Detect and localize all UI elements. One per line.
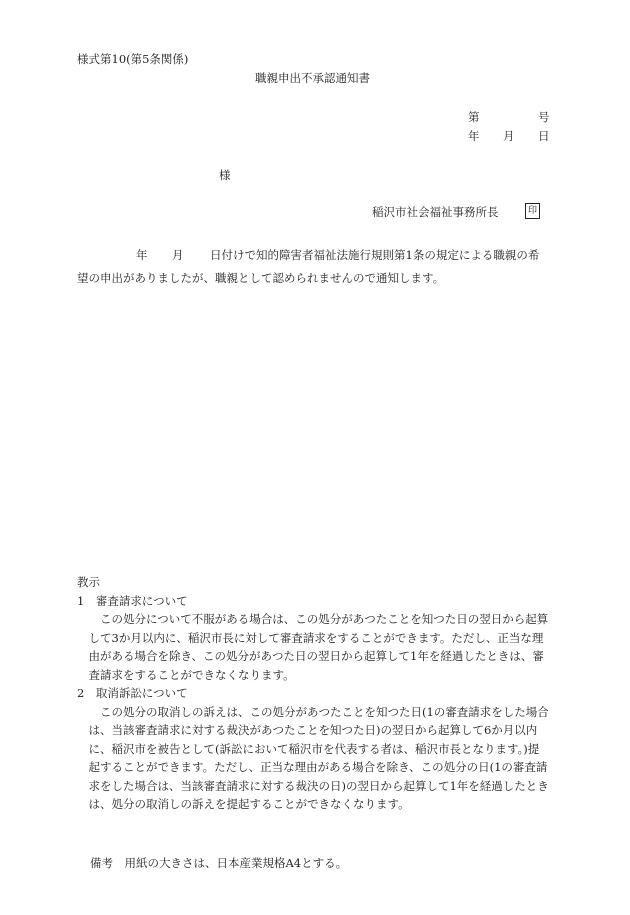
appeal-guidance xyxy=(77,573,557,814)
document-number-suffix: 号 xyxy=(538,110,550,124)
guidance-item-2-line: は、当該審査請求に対する裁決があつたことを知つた日)の翌日から起算して6か月以内 xyxy=(77,723,538,737)
date-day-label: 日 xyxy=(538,129,550,143)
guidance-item-1-title: 1 審査請求について xyxy=(77,593,188,608)
body-line-1-text: 日付けで知的障害者福祉法施行規則第1条の規定による職親の希 xyxy=(210,248,540,262)
addressee-suffix: 様 xyxy=(219,168,231,182)
guidance-item-2-line: この処分の取消しの訴えは、この処分があつたことを知つた日(1の審査請求をした場合 xyxy=(77,704,549,719)
document-number-label: 第 xyxy=(468,110,480,124)
guidance-item-2-line: 起することができます。ただし、正当な理由がある場合を除き、この処分の日(1の審査請 xyxy=(77,760,548,774)
body-year-label: 年 xyxy=(136,248,148,262)
remarks: 備考 用紙の大きさは、日本産業規格A4とする。 xyxy=(90,856,348,870)
guidance-item-2-line: 求をした場合は、当該審査請求に対する裁決の日)の翌日から起算して1年を経過したとき xyxy=(77,778,549,793)
guidance-item-1-line: この処分について不服がある場合は、この処分があつたことを知つた日の翌日から起算 xyxy=(77,612,549,626)
form-number: 様式第10(第5条関係) xyxy=(77,52,189,66)
seal-mark: 印 xyxy=(525,203,540,219)
guidance-item-2-line: は、処分の取消しの訴えを提起することができなくなります。 xyxy=(77,797,410,811)
guidance-item-2-title: 2 取消訴訟について xyxy=(77,686,188,700)
guidance-item-1-line: して3か月以内に、稲沢市長に対して審査請求をすることができます。ただし、正当な理 xyxy=(77,630,544,645)
guidance-heading: 教示 xyxy=(77,575,100,589)
issuer-name: 稲沢市社会福祉事務所長 xyxy=(372,205,499,219)
guidance-item-1-line: 査請求をすることができなくなります。 xyxy=(77,667,295,682)
guidance-item-1-line: 由がある場合を除き、この処分があつた日の翌日から起算して1年を経過したときは、審 xyxy=(77,649,544,663)
guidance-item-2-line: に、稲沢市を被告として(訴訟において稲沢市を代表する者は、稲沢市長となります。)提 xyxy=(77,741,540,756)
date-year-label: 年 xyxy=(468,129,480,143)
body-line-2: 望の申出がありましたが、職親として認められませんので通知します。 xyxy=(77,271,445,285)
document-title: 職親申出不承認通知書 xyxy=(255,71,370,85)
body-month-label: 月 xyxy=(172,248,184,262)
date-month-label: 月 xyxy=(503,129,515,143)
